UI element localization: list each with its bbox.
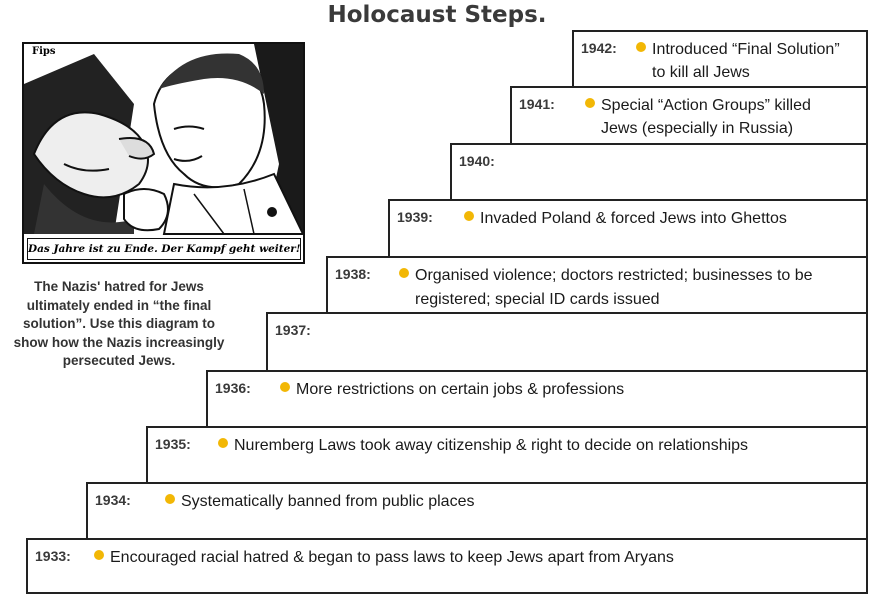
step-year: 1940:: [459, 153, 495, 169]
bullet-icon: [280, 382, 290, 392]
step-1941: [510, 86, 868, 145]
bullet-icon: [165, 494, 175, 504]
instruction-note: The Nazis' hatred for Jews ultimately ended in “the final solution”. Use this diagram to show how the Nazis increasingly persecuted Jews.: [13, 279, 225, 368]
cartoon-illustration: [24, 44, 303, 262]
cartoon-caption: Das Jahre ist zu Ende. Der Kampf geht weiter!: [27, 238, 301, 260]
step-text: Systematically banned from public places: [181, 493, 475, 510]
bullet-icon: [218, 438, 228, 448]
bullet-icon: [636, 42, 646, 52]
step-1938: [326, 256, 868, 314]
step-1936: [206, 370, 868, 428]
step-1935: [146, 426, 868, 484]
bullet-icon: [94, 550, 104, 560]
step-text-line2: to kill all Jews: [652, 64, 750, 81]
step-text-line2: registered; special ID cards issued: [415, 291, 660, 308]
propaganda-cartoon: [22, 42, 305, 264]
step-text: Organised violence; doctors restricted; businesses to be: [415, 267, 813, 284]
step-year: 1942:: [581, 40, 617, 56]
bullet-icon: [399, 268, 409, 278]
step-1937: [266, 312, 868, 372]
step-text: Special “Action Groups” killed: [601, 97, 811, 114]
step-text: Encouraged racial hatred & began to pass laws to keep Jews apart from Aryans: [110, 549, 674, 566]
step-year: 1933:: [35, 548, 71, 564]
step-year: 1934:: [95, 492, 131, 508]
step-text: More restrictions on certain jobs & professions: [296, 381, 625, 398]
step-year: 1939:: [397, 209, 433, 225]
step-1933: [26, 538, 868, 594]
step-year: 1941:: [519, 96, 555, 112]
step-text-line2: Jews (especially in Russia): [601, 120, 794, 137]
step-text: Nuremberg Laws took away citizenship & right to decide on relationships: [234, 437, 749, 454]
step-year: 1938:: [335, 266, 371, 282]
step-year: 1935:: [155, 436, 191, 452]
bullet-icon: [585, 98, 595, 108]
step-1939: [388, 199, 868, 258]
bullet-icon: [464, 211, 474, 221]
step-1940: [450, 143, 868, 201]
step-1942: [572, 30, 868, 88]
step-text: Introduced “Final Solution”: [652, 41, 840, 58]
step-1934: [86, 482, 868, 540]
page-title: Holocaust Steps.: [327, 2, 547, 28]
step-year: 1936:: [215, 380, 251, 396]
step-year: 1937:: [275, 322, 311, 338]
artist-signature: Fips: [32, 46, 56, 57]
step-text: Invaded Poland & forced Jews into Ghettos: [480, 210, 787, 227]
